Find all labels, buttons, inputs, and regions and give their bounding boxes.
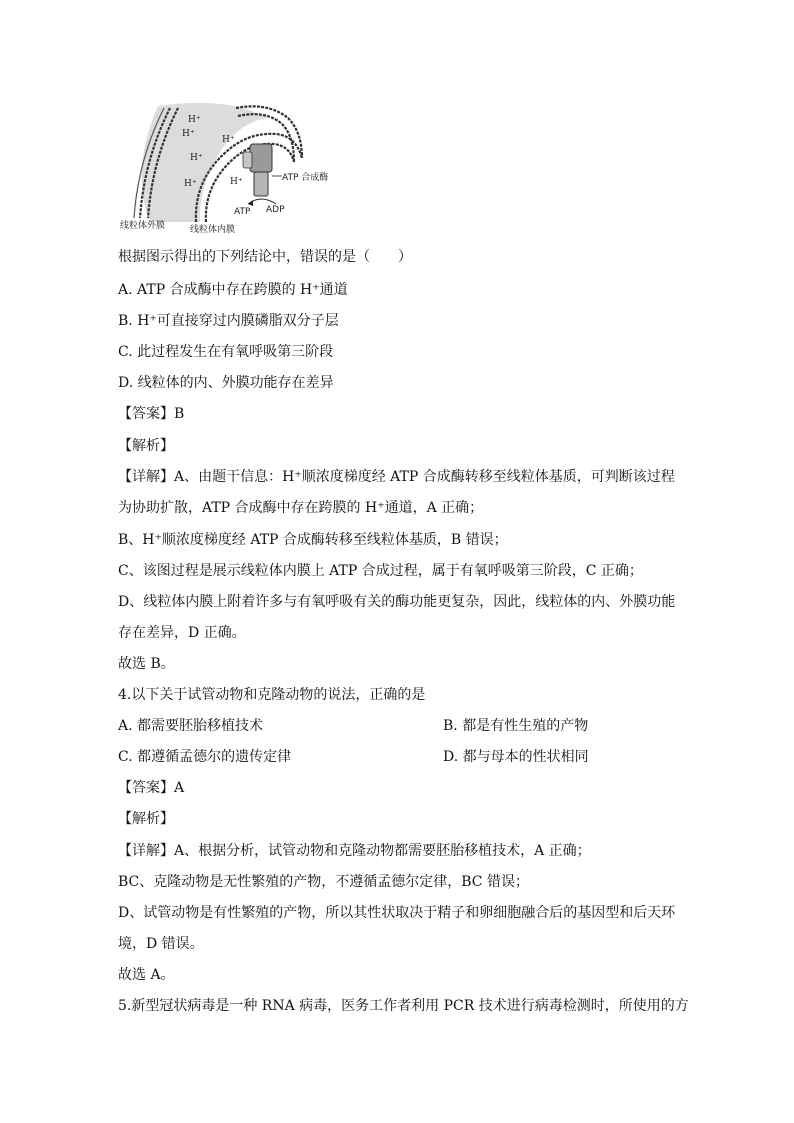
- outer-membrane-label: 线粒体外膜: [120, 221, 166, 231]
- option-b: B. 都是有性生殖的产物: [443, 718, 589, 734]
- answer: 【答案】A: [118, 780, 185, 796]
- detail-line: 【详解】A、根据分析，试管动物和克隆动物都需要胚胎移植技术，A 正确；: [118, 843, 591, 859]
- inner-membrane-label: 线粒体内膜: [190, 225, 236, 235]
- detail-line: 存在差异，D 正确。: [118, 625, 246, 641]
- option-c: C. 都遵循孟德尔的遗传定律: [118, 749, 292, 765]
- answer: 【答案】B: [118, 406, 185, 422]
- h-plus-label: H⁺: [184, 179, 197, 189]
- atp-synthase-icon: [243, 144, 272, 196]
- option-c: C. 此过程发生在有氧呼吸第三阶段: [118, 344, 334, 360]
- atp-label: ATP: [234, 207, 251, 217]
- adp-label: ADP: [266, 205, 285, 215]
- option-d: D. 都与母本的性状相同: [443, 749, 589, 765]
- h-plus-label: H⁺: [222, 135, 235, 145]
- analysis-title: 【解析】: [118, 811, 174, 827]
- question-stem: 根据图示得出的下列结论中，错误的是（ ）: [118, 249, 412, 265]
- question-stem: 5.新型冠状病毒是一种 RNA 病毒，医务工作者利用 PCR 技术进行病毒检测时，所使用的方: [118, 998, 689, 1014]
- detail-line: 境，D 错误。: [118, 936, 204, 952]
- detail-line: D、线粒体内膜上附着许多与有氧呼吸有关的酶功能更复杂，因此，线粒体的内、外膜功能: [118, 594, 676, 610]
- detail-line: 为协助扩散，ATP 合成酶中存在跨膜的 H⁺通道，A 正确；: [118, 500, 484, 516]
- option-d: D. 线粒体的内、外膜功能存在差异: [118, 375, 334, 391]
- detail-line: C、该图过程是展示线粒体内膜上 ATP 合成过程，属于有氧呼吸第三阶段，C 正确；: [118, 563, 643, 579]
- detail-line: D、试管动物是有性繁殖的产物，所以其性状取决于精子和卵细胞融合后的基因型和后天环: [118, 905, 676, 921]
- detail-line: B、H⁺顺浓度梯度经 ATP 合成酶转移至线粒体基质，B 错误；: [118, 532, 508, 548]
- mitochondria-membrane-figure: [118, 100, 348, 240]
- conclusion: 故选 B。: [118, 656, 175, 672]
- h-plus-label: H⁺: [230, 177, 243, 187]
- h-plus-label: H⁺: [182, 129, 195, 139]
- option-a: A. ATP 合成酶中存在跨膜的 H⁺通道: [118, 282, 348, 298]
- atp-synthase-label: ATP 合成酶: [282, 173, 329, 183]
- conclusion: 故选 A。: [118, 967, 175, 983]
- analysis-title: 【解析】: [118, 438, 174, 454]
- question-stem: 4.以下关于试管动物和克隆动物的说法，正确的是: [118, 687, 426, 703]
- h-plus-label: H⁺: [188, 115, 201, 125]
- option-a: A. 都需要胚胎移植技术: [118, 718, 264, 734]
- detail-line: BC、克隆动物是无性繁殖的产物，不遵循孟德尔定律，BC 错误；: [118, 874, 529, 890]
- detail-line: 【详解】A、由题干信息：H⁺顺浓度梯度经 ATP 合成酶转移至线粒体基质，可判断该过程: [118, 469, 675, 485]
- h-plus-label: H⁺: [190, 153, 203, 163]
- option-b: B. H⁺可直接穿过内膜磷脂双分子层: [118, 313, 339, 329]
